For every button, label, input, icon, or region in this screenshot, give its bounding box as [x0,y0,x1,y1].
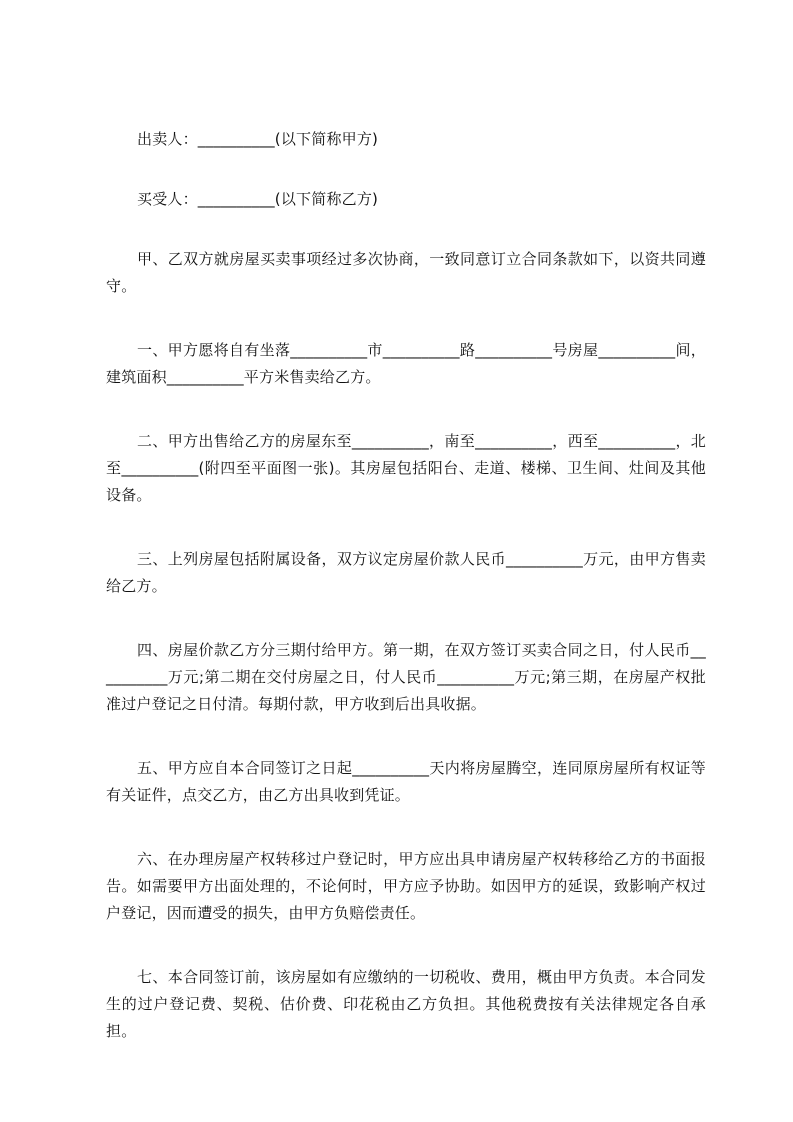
clause-5-paragraph: 五、甲方应自本合同签订之日起__________天内将房屋腾空，连同原房屋所有权证等有关证件，点交乙方，由乙方出具收到凭证。 [106,759,706,804]
seller-line: 出卖人：__________(以下简称甲方) [137,130,379,148]
clause-1-paragraph: 一、甲方愿将自有坐落__________市__________路__________号房屋__________间，建筑面积__________平方米售卖给乙方。 [106,341,706,386]
clause-6-paragraph: 六、在办理房屋产权转移过户登记时，甲方应出具申请房屋产权转移给乙方的书面报告。如需要甲方出面处理的，不论何时，甲方应予协助。如因甲方的延误，致影响产权过户登记，因而遭受的损失，由甲方负赔偿责任。 [106,850,706,922]
document-body [106,126,706,1082]
clause-3-paragraph: 三、上列房屋包括附属设备，双方议定房屋价款人民币__________万元，由甲方售卖给乙方。 [106,550,706,595]
preamble-paragraph: 甲、乙双方就房屋买卖事项经过多次协商，一致同意订立合同条款如下，以资共同遵守。 [106,250,706,295]
clause-7-paragraph: 七、本合同签订前，该房屋如有应缴纳的一切税收、费用，概由甲方负责。本合同发生的过户登记费、契税、估价费、印花税由乙方负担。其他税费按有关法律规定各自承担。 [106,968,706,1040]
buyer-line: 买受人：__________(以下简称乙方) [137,190,379,208]
clause-2-paragraph: 二、甲方出售给乙方的房屋东至__________，南至__________，西至__________，北至__________(附四至平面图一张)。其房屋包括阳台、走道、楼梯、卫生间、灶间及其他设备。 [106,432,706,504]
clause-4-paragraph: 四、房屋价款乙方分三期付给甲方。第一期，在双方签订买卖合同之日，付人民币__________万元;第二期在交付房屋之日，付人民币__________万元;第三期，在房屋产权批准过户登记之日付清。每期付款，甲方收到后出具收据。 [106,641,706,713]
